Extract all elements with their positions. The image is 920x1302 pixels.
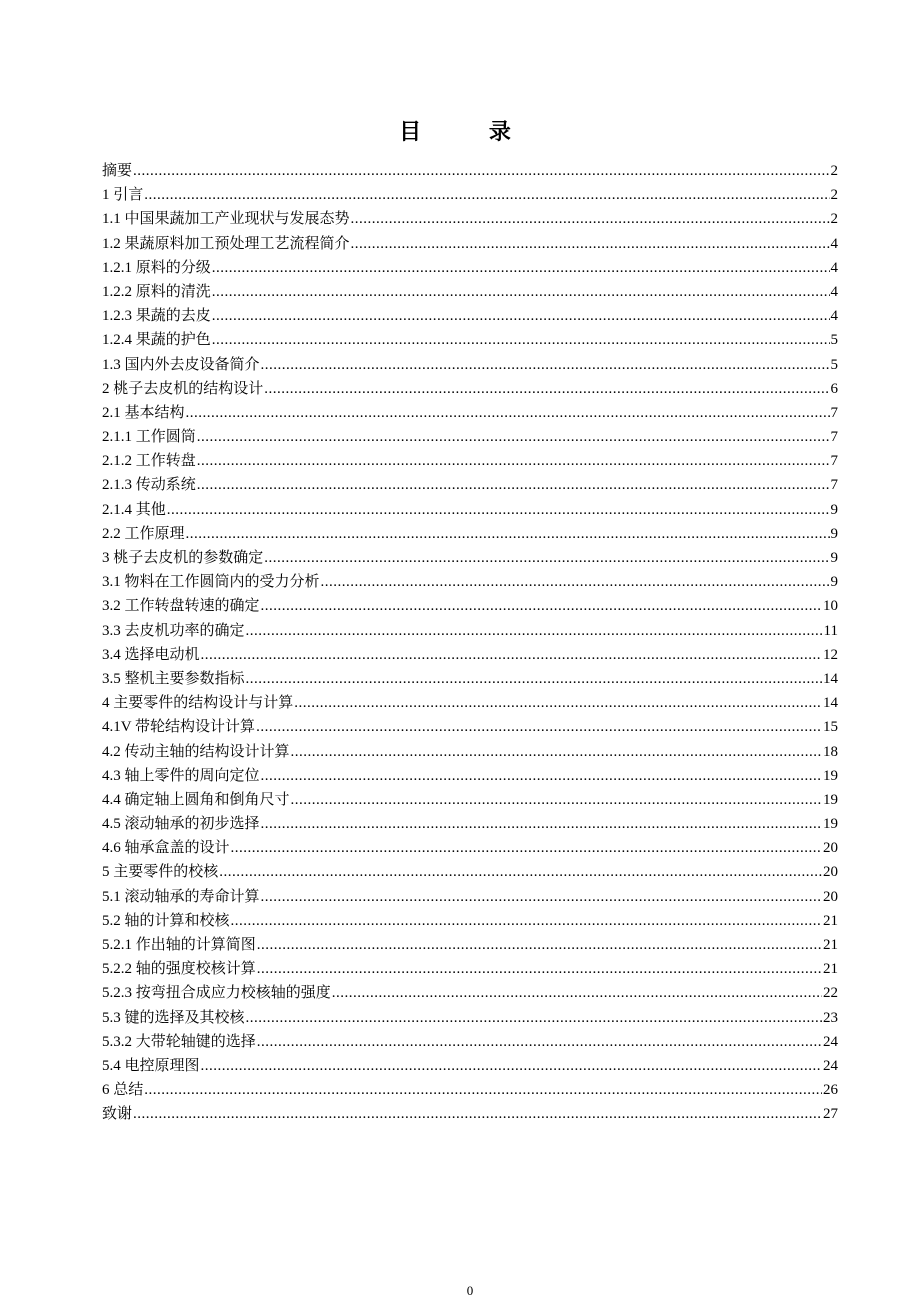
toc-entry-label: 1.2.1 原料的分级 xyxy=(102,259,211,276)
toc-entry[interactable] xyxy=(102,353,838,377)
toc-entry-label: 2.1.1 工作圆筒 xyxy=(102,429,196,446)
toc-entry-label: 5.2 轴的计算和校核 xyxy=(102,912,230,929)
toc-entry-page-number: 19 xyxy=(823,791,838,808)
toc-dot-leader xyxy=(212,304,830,328)
toc-entry-label: 5.2.3 按弯扭合成应力校核轴的强度 xyxy=(102,985,331,1002)
toc-dot-leader xyxy=(201,1054,822,1078)
toc-entry[interactable] xyxy=(102,425,838,449)
toc-dot-leader xyxy=(256,715,822,739)
toc-entry-label: 1.2.3 果蔬的去皮 xyxy=(102,308,211,325)
toc-entry[interactable] xyxy=(102,691,838,715)
toc-dot-leader xyxy=(321,570,830,594)
toc-dot-leader xyxy=(186,401,830,425)
page-title: 目 录 xyxy=(399,120,541,145)
toc-entry-page-number: 9 xyxy=(830,550,838,566)
toc-entry-page-number: 19 xyxy=(823,767,838,784)
toc-entry-page-number: 10 xyxy=(823,598,838,615)
toc-entry-page-number: 7 xyxy=(830,477,838,494)
toc-entry[interactable] xyxy=(102,546,838,570)
toc-entry-page-number: 27 xyxy=(823,1106,838,1123)
toc-entry-label: 2 桃子去皮机的结构设计 xyxy=(102,380,264,397)
toc-entry[interactable] xyxy=(102,207,838,231)
toc-entry[interactable] xyxy=(102,909,838,933)
toc-entry[interactable] xyxy=(102,498,838,522)
toc-dot-leader xyxy=(246,619,823,643)
toc-entry[interactable] xyxy=(102,885,838,909)
toc-dot-leader xyxy=(219,860,822,884)
toc-dot-leader xyxy=(257,1030,822,1054)
toc-entry-page-number: 5 xyxy=(830,332,838,349)
toc-entry-label: 4.3 轴上零件的周向定位 xyxy=(102,767,260,784)
toc-entry-label: 5 主要零件的校核 xyxy=(102,864,219,881)
toc-entry-label: 4.5 滚动轴承的初步选择 xyxy=(102,816,260,833)
toc-dot-leader xyxy=(167,498,830,522)
toc-entry[interactable] xyxy=(102,715,838,739)
page-number: 0 xyxy=(466,1283,474,1298)
toc-entry-page-number: 15 xyxy=(823,719,838,736)
toc-entry[interactable] xyxy=(102,1054,838,1078)
toc-entry-label: 摘要 xyxy=(102,163,133,179)
toc-entry[interactable] xyxy=(102,860,838,884)
toc-entry[interactable] xyxy=(102,304,838,328)
toc-dot-leader xyxy=(291,740,822,764)
toc-entry-label: 3.4 选择电动机 xyxy=(102,646,200,663)
toc-dot-leader xyxy=(212,328,830,352)
toc-dot-leader xyxy=(246,1006,822,1030)
toc-entry-label: 2.2 工作原理 xyxy=(102,525,185,542)
toc-entry-page-number: 7 xyxy=(830,453,838,470)
toc-entry-page-number: 6 xyxy=(830,380,838,397)
toc-entry-label: 5.3.2 大带轮轴键的选择 xyxy=(102,1033,256,1050)
toc-entry-page-number: 9 xyxy=(830,525,838,542)
toc-entry-page-number: 12 xyxy=(823,646,838,663)
toc-dot-leader xyxy=(264,546,829,570)
toc-entry-page-number: 14 xyxy=(823,670,838,687)
toc-entry[interactable] xyxy=(102,812,838,836)
toc-entry-label: 致谢 xyxy=(102,1106,133,1123)
toc-entry-page-number: 24 xyxy=(823,1033,838,1050)
toc-entry[interactable] xyxy=(102,1006,838,1030)
toc-entry-label: 1.2 果蔬原料加工预处理工艺流程简介 xyxy=(102,235,350,252)
toc-dot-leader xyxy=(231,909,822,933)
toc-entry-page-number: 20 xyxy=(823,888,838,905)
toc-entry-label: 6 总结 xyxy=(102,1082,144,1099)
toc-entry-label: 3.5 整机主要参数指标 xyxy=(102,670,245,687)
toc-entry[interactable] xyxy=(102,570,838,594)
toc-dot-leader xyxy=(257,957,822,981)
toc-entry[interactable] xyxy=(102,981,838,1005)
toc-entry-label: 5.2.1 作出轴的计算简图 xyxy=(102,937,256,953)
toc-entry-page-number: 2 xyxy=(830,211,838,228)
toc-entry-page-number: 26 xyxy=(823,1082,838,1099)
toc-dot-leader xyxy=(133,1102,822,1126)
toc-entry-page-number: 21 xyxy=(823,961,838,978)
toc-entry-label: 3.1 物料在工作圆筒内的受力分析 xyxy=(102,574,320,591)
toc-entry-label: 4.6 轴承盒盖的设计 xyxy=(102,840,230,857)
toc-entry-page-number: 20 xyxy=(823,864,838,881)
toc-entry[interactable] xyxy=(102,1030,838,1054)
toc-entry-label: 4.4 确定轴上圆角和倒角尺寸 xyxy=(102,791,290,808)
toc-entry-page-number: 24 xyxy=(823,1057,838,1074)
toc-entry-label: 4.2 传动主轴的结构设计计算 xyxy=(102,743,290,760)
toc-dot-leader xyxy=(197,449,830,473)
toc-dot-leader xyxy=(212,280,830,304)
toc-dot-leader xyxy=(261,764,822,788)
toc-dot-leader xyxy=(261,353,830,377)
toc-entry[interactable] xyxy=(102,933,838,957)
toc-entry-page-number: 14 xyxy=(823,695,838,712)
toc-entry-label: 3 桃子去皮机的参数确定 xyxy=(102,550,264,566)
toc-dot-leader xyxy=(261,885,822,909)
toc-entry-page-number: 21 xyxy=(823,912,838,929)
toc-entry[interactable] xyxy=(102,377,838,401)
toc-entry-label: 5.1 滚动轴承的寿命计算 xyxy=(102,888,260,905)
toc-dot-leader xyxy=(257,933,822,957)
toc-dot-leader xyxy=(133,159,829,183)
toc-entry-page-number: 21 xyxy=(823,937,838,953)
toc-entry[interactable] xyxy=(102,280,838,304)
toc-dot-leader xyxy=(231,836,822,860)
toc-entry-label: 1.1 中国果蔬加工产业现状与发展态势 xyxy=(102,211,350,228)
toc-entry[interactable] xyxy=(102,764,838,788)
toc-entry-page-number: 4 xyxy=(830,308,838,325)
toc-entry[interactable] xyxy=(102,328,838,352)
toc-entry[interactable] xyxy=(102,183,838,207)
toc-dot-leader xyxy=(197,425,830,449)
toc-dot-leader xyxy=(144,1078,822,1102)
toc-entry-label: 4 主要零件的结构设计与计算 xyxy=(102,695,294,712)
toc-entry-page-number: 2 xyxy=(830,187,838,204)
toc-entry[interactable] xyxy=(102,401,838,425)
toc-entry-label: 5.3 键的选择及其校核 xyxy=(102,1009,245,1026)
toc-entry-page-number: 4 xyxy=(830,235,838,252)
toc-entry[interactable] xyxy=(102,522,838,546)
toc-entry[interactable] xyxy=(102,667,838,691)
toc-entry-label: 1 引言 xyxy=(102,187,144,204)
toc-entry[interactable] xyxy=(102,836,838,860)
toc-dot-leader xyxy=(332,981,822,1005)
toc-dot-leader xyxy=(294,691,822,715)
toc-entry[interactable] xyxy=(102,788,838,812)
toc-entry-page-number: 7 xyxy=(830,429,838,446)
toc-entry[interactable] xyxy=(102,594,838,618)
table-of-contents xyxy=(102,159,838,1127)
toc-entry-label: 2.1 基本结构 xyxy=(102,404,185,421)
toc-dot-leader xyxy=(246,667,822,691)
toc-entry-label: 2.1.3 传动系统 xyxy=(102,477,196,494)
toc-entry[interactable] xyxy=(102,232,838,256)
toc-dot-leader xyxy=(186,522,830,546)
toc-dot-leader xyxy=(144,183,829,207)
toc-entry-label: 4.1V 带轮结构设计计算 xyxy=(102,719,256,736)
toc-dot-leader xyxy=(261,812,822,836)
toc-entry-label: 1.2.4 果蔬的护色 xyxy=(102,332,211,349)
toc-dot-leader xyxy=(197,473,830,497)
toc-entry-page-number: 4 xyxy=(830,283,838,300)
toc-entry[interactable] xyxy=(102,619,838,643)
toc-entry-label: 2.1.4 其他 xyxy=(102,501,166,518)
toc-entry-page-number: 9 xyxy=(830,501,838,518)
toc-dot-leader xyxy=(291,788,822,812)
toc-entry-page-number: 7 xyxy=(830,404,838,421)
toc-entry[interactable] xyxy=(102,1078,838,1102)
toc-dot-leader xyxy=(201,643,822,667)
toc-entry-page-number: 4 xyxy=(830,259,838,276)
toc-entry[interactable] xyxy=(102,1102,838,1126)
toc-entry-page-number: 19 xyxy=(823,816,838,833)
toc-entry-label: 2.1.2 工作转盘 xyxy=(102,453,196,470)
toc-entry-label: 3.2 工作转盘转速的确定 xyxy=(102,598,260,615)
toc-entry-page-number: 9 xyxy=(830,574,838,591)
toc-entry-label: 5.2.2 轴的强度校核计算 xyxy=(102,961,256,978)
toc-entry[interactable] xyxy=(102,643,838,667)
toc-entry-label: 1.3 国内外去皮设备简介 xyxy=(102,356,260,373)
toc-dot-leader xyxy=(261,594,822,618)
toc-entry-page-number: 11 xyxy=(823,622,838,639)
toc-entry-page-number: 5 xyxy=(830,356,838,373)
toc-entry[interactable] xyxy=(102,957,838,981)
toc-entry-page-number: 18 xyxy=(823,743,838,760)
toc-entry-label: 3.3 去皮机功率的确定 xyxy=(102,622,245,639)
toc-entry-page-number: 20 xyxy=(823,840,838,857)
toc-entry[interactable] xyxy=(102,256,838,280)
toc-entry[interactable] xyxy=(102,159,838,183)
toc-entry[interactable] xyxy=(102,740,838,764)
toc-entry-page-number: 2 xyxy=(830,163,838,179)
toc-dot-leader xyxy=(351,232,830,256)
toc-entry-page-number: 22 xyxy=(823,985,838,1002)
toc-dot-leader xyxy=(264,377,829,401)
toc-entry-page-number: 23 xyxy=(823,1009,838,1026)
toc-dot-leader xyxy=(351,207,830,231)
toc-entry[interactable] xyxy=(102,449,838,473)
toc-dot-leader xyxy=(212,256,830,280)
toc-entry-label: 1.2.2 原料的清洗 xyxy=(102,283,211,300)
toc-entry-label: 5.4 电控原理图 xyxy=(102,1057,200,1074)
toc-entry[interactable] xyxy=(102,473,838,497)
